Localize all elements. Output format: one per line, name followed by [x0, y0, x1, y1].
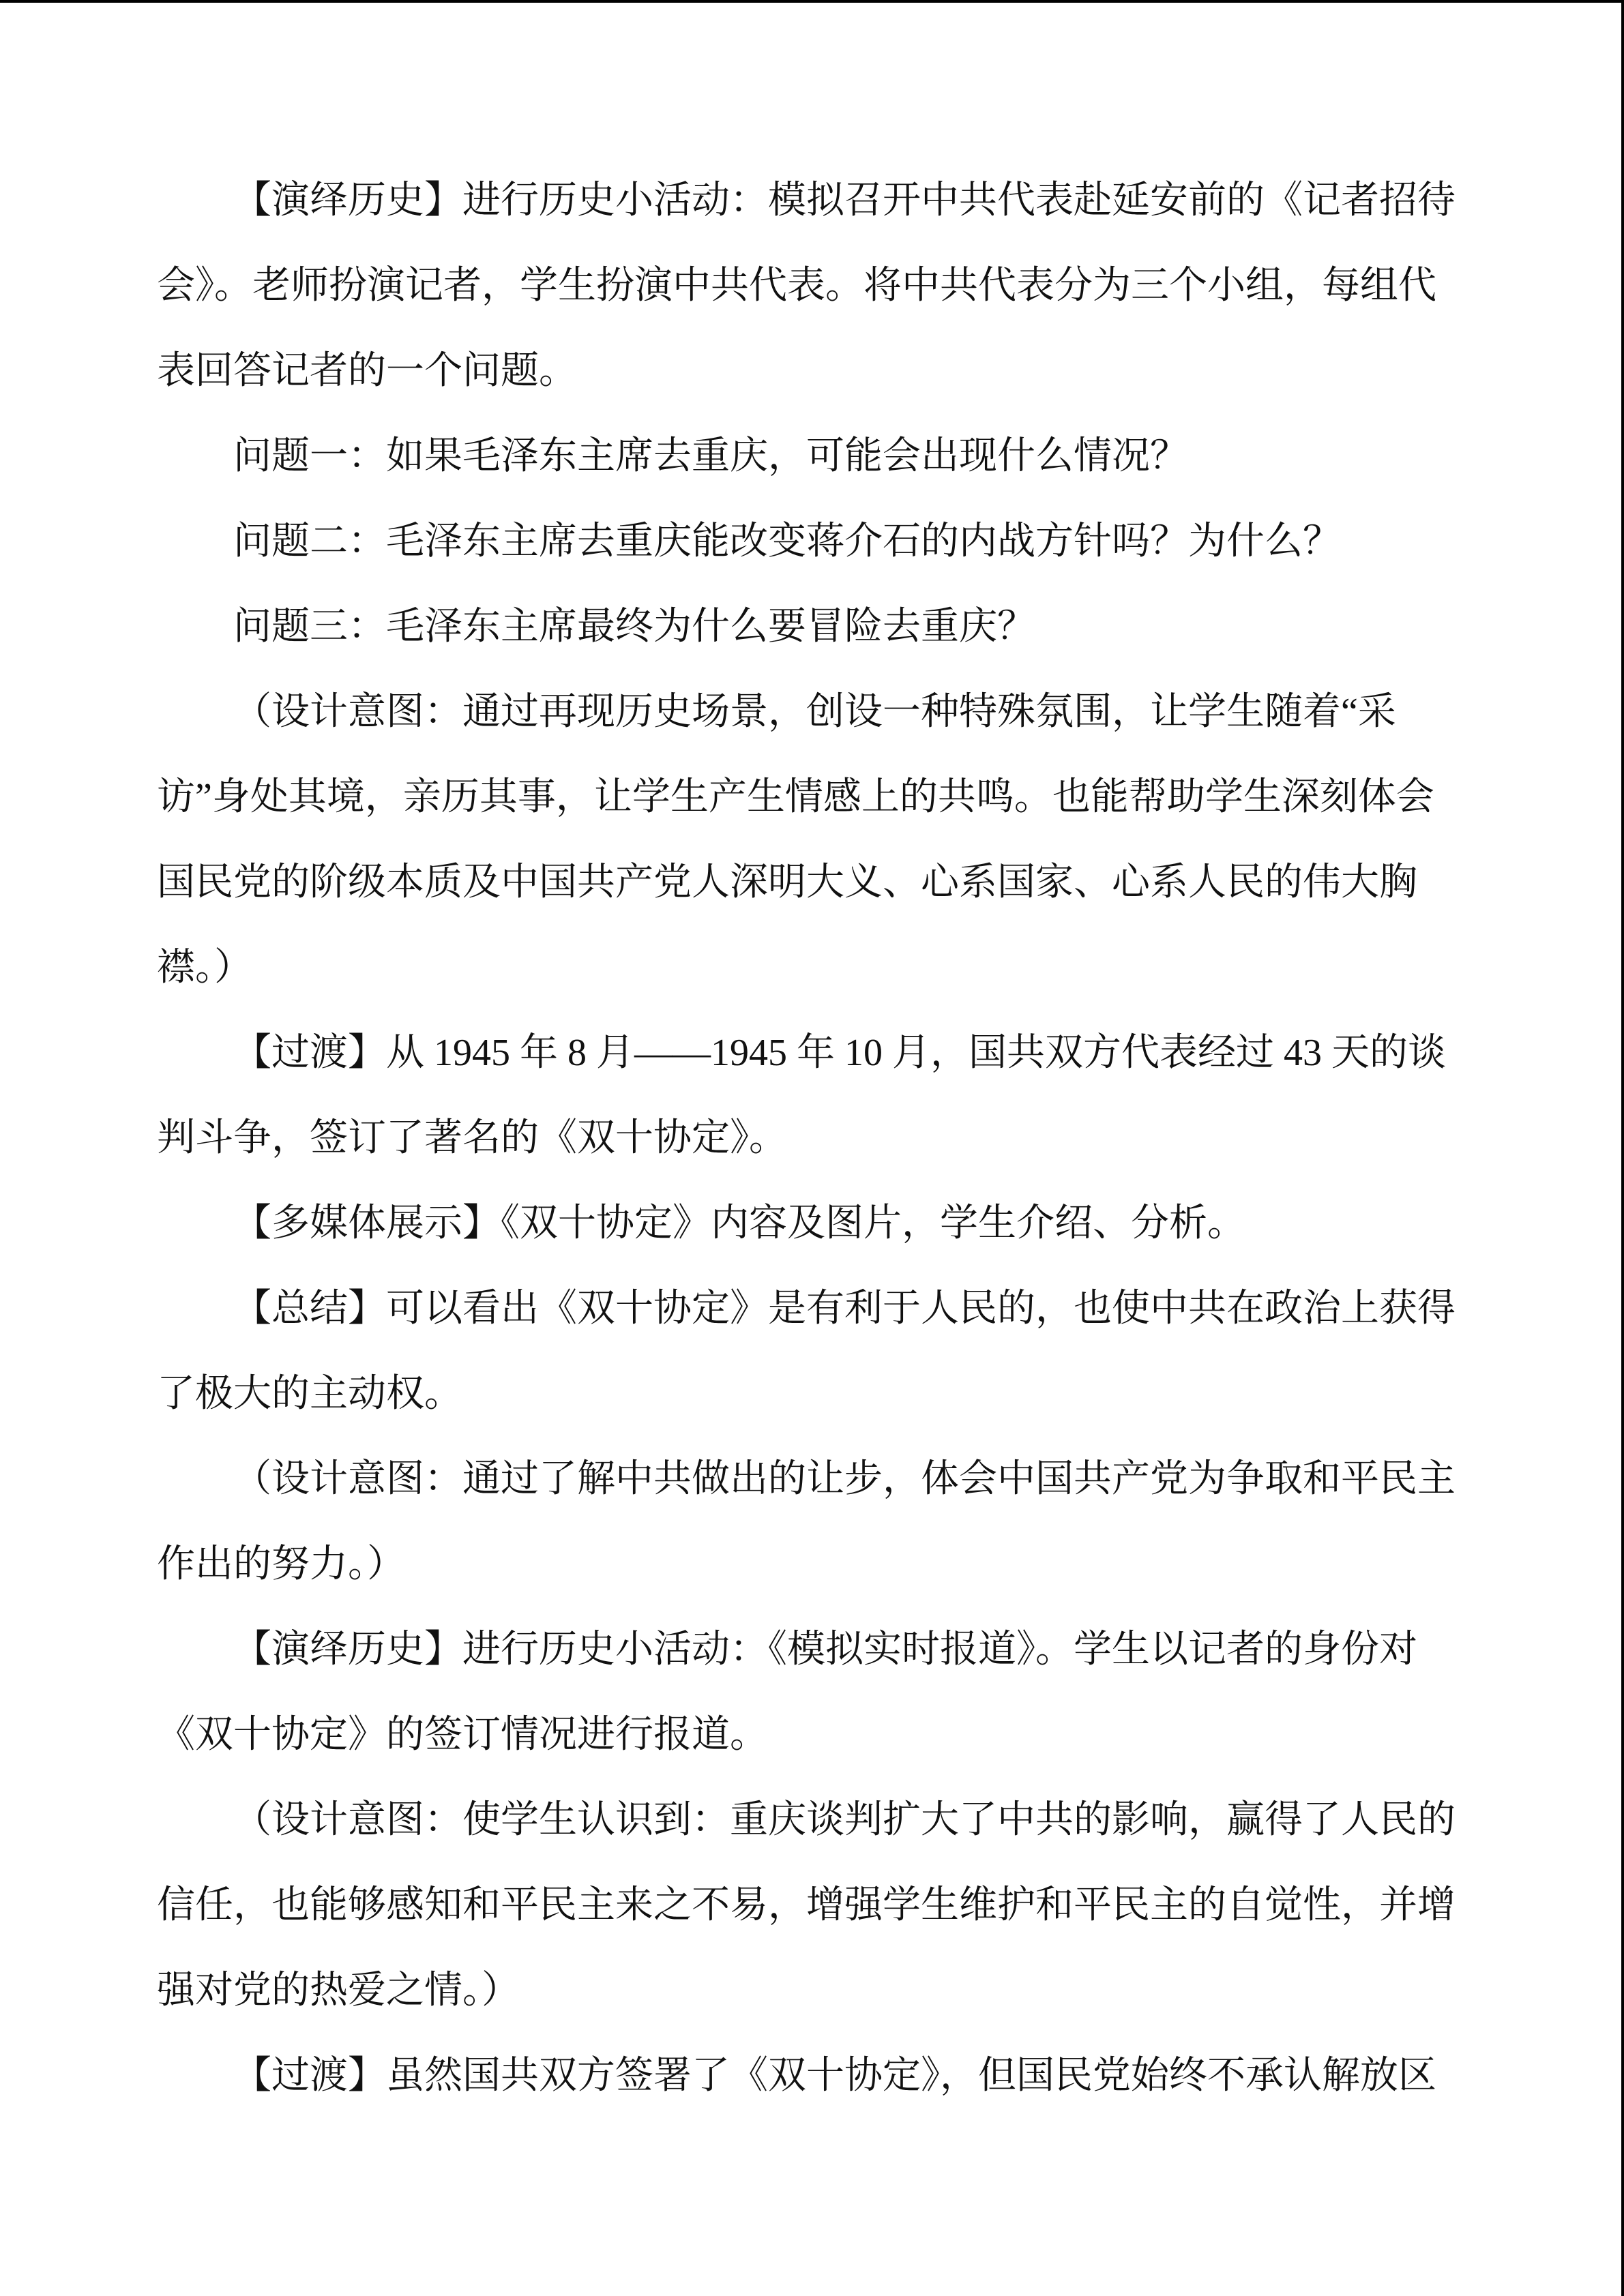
activity-press-conference-paragraph [157, 158, 1456, 414]
text-line: 【总结】可以看出《双十协定》是有利于人民的，也使中共在政治上获得 [233, 1287, 1456, 1330]
text-line: 【多媒体展示】《双十协定》内容及图片，学生介绍、分析。 [233, 1202, 1245, 1244]
design-intent-paragraph-1 [157, 670, 1456, 1011]
document-body [157, 158, 1456, 2119]
text-line: 信任，也能够感知和平民主来之不易，增强学生维护和平民主的自觉性，并增 [157, 1884, 1456, 1926]
text-line: 【过渡】虽然国共双方签署了《双十协定》，但国民党始终不承认解放区 [233, 2055, 1436, 2097]
text-line: 强对党的热爱之情。） [157, 1969, 520, 2012]
text-line: （设计意图：通过了解中共做出的让步，体会中国共产党为争取和平民主 [233, 1458, 1456, 1500]
text-line: 问题三：毛泽东主席最终为什么要冒险去重庆？ [233, 606, 1035, 648]
design-intent-paragraph-3 [157, 1778, 1456, 2033]
text-line: 【过渡】从 1945 年 8 月——1945 年 10 月，国共双方代表经过 43 天的谈 [233, 1032, 1446, 1074]
question-three-paragraph [157, 584, 1456, 670]
text-line: 会》。老师扮演记者，学生扮演中共代表。将中共代表分为三个小组，每组代 [157, 265, 1436, 307]
summary-paragraph [157, 1266, 1456, 1437]
text-line: 了极大的主动权。 [157, 1373, 462, 1415]
text-line: 访”身处其境，亲历其事，让学生产生情感上的共鸣。也能帮助学生深刻体会 [157, 776, 1434, 818]
text-line: 《双十协定》的签订情况进行报道。 [157, 1714, 768, 1756]
text-line: 【演绎历史】进行历史小活动：模拟召开中共代表赴延安前的《记者招待 [233, 179, 1456, 222]
text-line: 问题二：毛泽东主席去重庆能改变蒋介石的内战方针吗？为什么？ [233, 520, 1341, 563]
text-line: 襟。） [157, 946, 252, 989]
multimedia-display-paragraph [157, 1181, 1456, 1266]
text-line: 问题一：如果毛泽东主席去重庆，可能会出现什么情况？ [233, 435, 1188, 477]
text-line: 国民党的阶级本质及中国共产党人深明大义、心系国家、心系人民的伟大胸 [157, 861, 1417, 904]
transition-paragraph-1 [157, 1011, 1456, 1181]
question-one-paragraph [157, 414, 1456, 499]
transition-paragraph-2 [157, 2033, 1456, 2119]
text-line: 【演绎历史】进行历史小活动：《模拟实时报道》。学生以记者的身份对 [233, 1628, 1417, 1671]
text-line: 作出的努力。） [157, 1543, 405, 1585]
question-two-paragraph [157, 499, 1456, 584]
text-line: （设计意图：通过再现历史场景，创设一种特殊氛围，让学生随着“采 [233, 691, 1396, 733]
text-line: （设计意图：使学生认识到：重庆谈判扩大了中共的影响，赢得了人民的 [233, 1799, 1456, 1841]
design-intent-paragraph-2 [157, 1437, 1456, 1607]
text-line: 表回答记者的一个问题。 [157, 350, 577, 392]
activity-live-report-paragraph [157, 1607, 1456, 1778]
text-line: 判斗争，签订了著名的《双十协定》。 [157, 1117, 787, 1159]
